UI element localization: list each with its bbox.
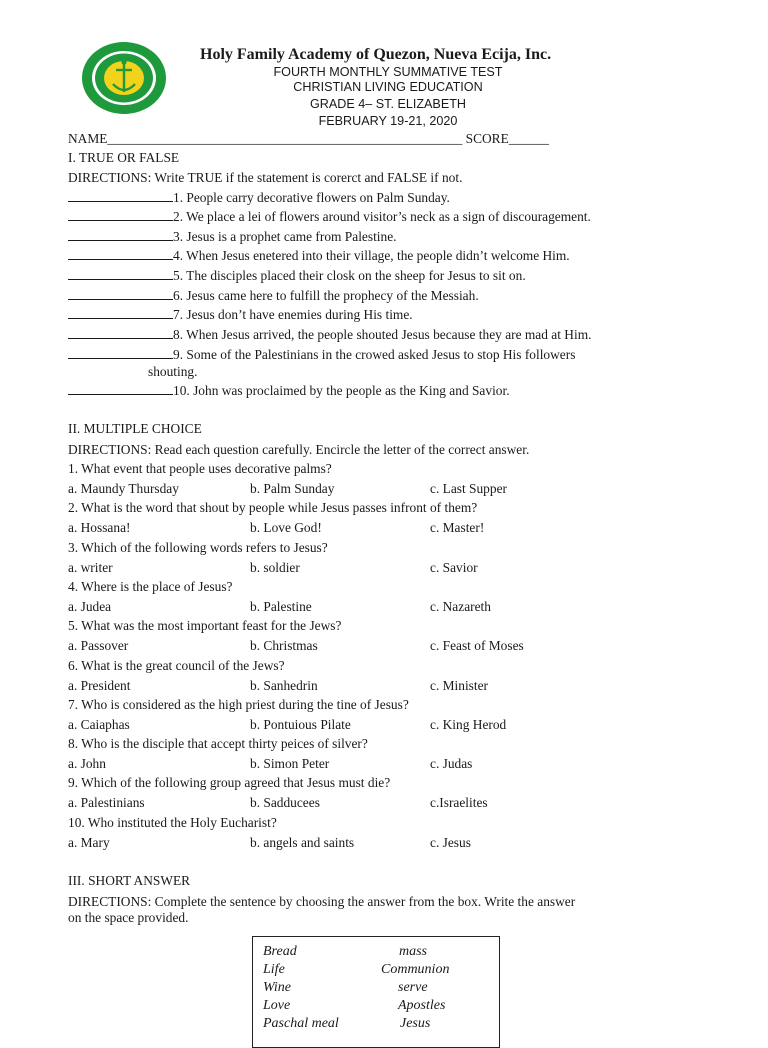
tf-item-3: 3. Jesus is a prophet came from Palestine.: [68, 229, 397, 245]
mc-question-10: 10. Who instituted the Holy Eucharist?: [68, 815, 277, 830]
tf-item-9: 9. Some of the Palestinians in the crowed asked Jesus to stop His followers: [68, 347, 575, 363]
answer-blank[interactable]: [68, 288, 173, 300]
mc-option-c[interactable]: c. Judas: [430, 756, 473, 771]
part2-directions: DIRECTIONS: Read each question carefully. Encircle the letter of the correct answer.: [68, 442, 530, 457]
part1-directions: DIRECTIONS: Write TRUE if the statement is corerct and FALSE if not.: [68, 170, 463, 185]
mc-question-1: 1. What event that people uses decorative palms?: [68, 461, 332, 476]
answer-blank[interactable]: [68, 248, 173, 260]
mc-question-2: 2. What is the word that shout by people while Jesus passes infront of them?: [68, 500, 478, 515]
part2-title: II. MULTIPLE CHOICE: [68, 421, 202, 436]
test-title: FOURTH MONTHLY SUMMATIVE TEST: [273, 65, 503, 79]
answer-blank[interactable]: [68, 190, 173, 202]
word-communion: Communion: [381, 962, 450, 977]
mc-option-b[interactable]: b. Pontuious Pilate: [250, 717, 351, 732]
answer-blank[interactable]: [68, 229, 173, 241]
part3-directions-cont: on the space provided.: [68, 910, 189, 925]
mc-option-c[interactable]: c. King Herod: [430, 717, 507, 732]
mc-option-b[interactable]: b. angels and saints: [250, 835, 355, 850]
tf-item-5: 5. The disciples placed their closk on the sheep for Jesus to sit on.: [68, 268, 526, 284]
word-paschal-meal: Paschal meal: [263, 1016, 339, 1031]
word-love: Love: [263, 998, 291, 1013]
school-name: Holy Family Academy of Quezon, Nueva Ecija, Inc.: [200, 46, 552, 63]
tf-item-6: 6. Jesus came here to fulfill the prophecy of the Messiah.: [68, 288, 479, 304]
grade-section: GRADE 4– ST. ELIZABETH: [309, 97, 467, 111]
word-jesus: Jesus: [400, 1016, 431, 1031]
mc-option-c[interactable]: c. Nazareth: [430, 599, 491, 614]
mc-option-a[interactable]: a. Mary: [68, 835, 110, 850]
mc-option-b[interactable]: b. Love God!: [250, 520, 322, 535]
mc-question-8: 8. Who is the disciple that accept thirty peices of silver?: [68, 736, 368, 751]
mc-question-3: 3. Which of the following words refers to Jesus?: [68, 540, 328, 555]
mc-question-5: 5. What was the most important feast for the Jews?: [68, 618, 342, 633]
mc-option-c[interactable]: c. Master!: [430, 520, 485, 535]
tf-item-9-continuation: shouting.: [148, 364, 198, 379]
mc-option-a[interactable]: a. Maundy Thursday: [68, 481, 179, 496]
word-serve: serve: [398, 980, 428, 995]
answer-blank[interactable]: [68, 383, 173, 395]
mc-option-c[interactable]: c. Minister: [430, 678, 489, 693]
tf-item-8: 8. When Jesus arrived, the people shouted Jesus because they are mad at Him.: [68, 327, 591, 343]
subject-title: CHRISTIAN LIVING EDUCATION: [293, 80, 483, 94]
mc-option-a[interactable]: a. President: [68, 678, 131, 693]
mc-option-c[interactable]: c. Last Supper: [430, 481, 507, 496]
mc-option-a[interactable]: a. Passover: [68, 638, 129, 653]
mc-option-a[interactable]: a. Palestinians: [68, 795, 145, 810]
tf-item-4: 4. When Jesus enetered into their village, the people didn’t welcome Him.: [68, 248, 570, 264]
word-mass: mass: [399, 944, 428, 959]
name-score-line[interactable]: NAME_____________________________________________________ SCORE______: [68, 131, 549, 146]
answer-blank[interactable]: [68, 327, 173, 339]
mc-option-a[interactable]: a. John: [68, 756, 106, 771]
word-bread: Bread: [263, 944, 297, 959]
mc-question-7: 7. Who is considered as the high priest during the tine of Jesus?: [68, 697, 409, 712]
tf-item-2: 2. We place a lei of flowers around visitor’s neck as a sign of discouragement.: [68, 209, 591, 225]
mc-option-b[interactable]: b. Palm Sunday: [250, 481, 335, 496]
mc-option-a[interactable]: a. writer: [68, 560, 113, 575]
answer-blank[interactable]: [68, 307, 173, 319]
mc-option-c[interactable]: c. Savior: [430, 560, 478, 575]
mc-option-b[interactable]: b. Sadducees: [250, 795, 320, 810]
tf-item-10: 10. John was proclaimed by the people as the King and Savior.: [68, 383, 510, 399]
mc-question-9: 9. Which of the following group agreed that Jesus must die?: [68, 775, 391, 790]
word-apostles: Apostles: [398, 998, 446, 1013]
part1-title: I. TRUE OR FALSE: [68, 150, 180, 165]
answer-blank[interactable]: [68, 268, 173, 280]
mc-option-c[interactable]: c.Israelites: [430, 795, 488, 810]
mc-option-c[interactable]: c. Jesus: [430, 835, 471, 850]
word-life: Life: [263, 962, 285, 977]
part3-title: III. SHORT ANSWER: [68, 873, 191, 888]
tf-item-7: 7. Jesus don’t have enemies during His time.: [68, 307, 413, 323]
test-date: FEBRUARY 19-21, 2020: [318, 114, 458, 128]
mc-option-a[interactable]: a. Caiaphas: [68, 717, 130, 732]
mc-option-b[interactable]: b. Sanhedrin: [250, 678, 318, 693]
mc-option-b[interactable]: b. Palestine: [250, 599, 312, 614]
mc-question-4: 4. Where is the place of Jesus?: [68, 579, 233, 594]
answer-blank[interactable]: [68, 347, 173, 359]
mc-option-b[interactable]: b. soldier: [250, 560, 300, 575]
mc-option-a[interactable]: a. Judea: [68, 599, 112, 614]
answer-blank[interactable]: [68, 209, 173, 221]
mc-option-c[interactable]: c. Feast of Moses: [430, 638, 524, 653]
word-box: [252, 936, 500, 1048]
part3-directions: DIRECTIONS: Complete the sentence by choosing the answer from the box. Write the answer: [68, 894, 576, 909]
mc-question-6: 6. What is the great council of the Jews?: [68, 658, 285, 673]
mc-option-b[interactable]: b. Simon Peter: [250, 756, 330, 771]
tf-item-1: 1. People carry decorative flowers on Palm Sunday.: [68, 190, 450, 206]
mc-option-b[interactable]: b. Christmas: [250, 638, 318, 653]
word-wine: Wine: [263, 980, 291, 995]
mc-option-a[interactable]: a. Hossana!: [68, 520, 131, 535]
